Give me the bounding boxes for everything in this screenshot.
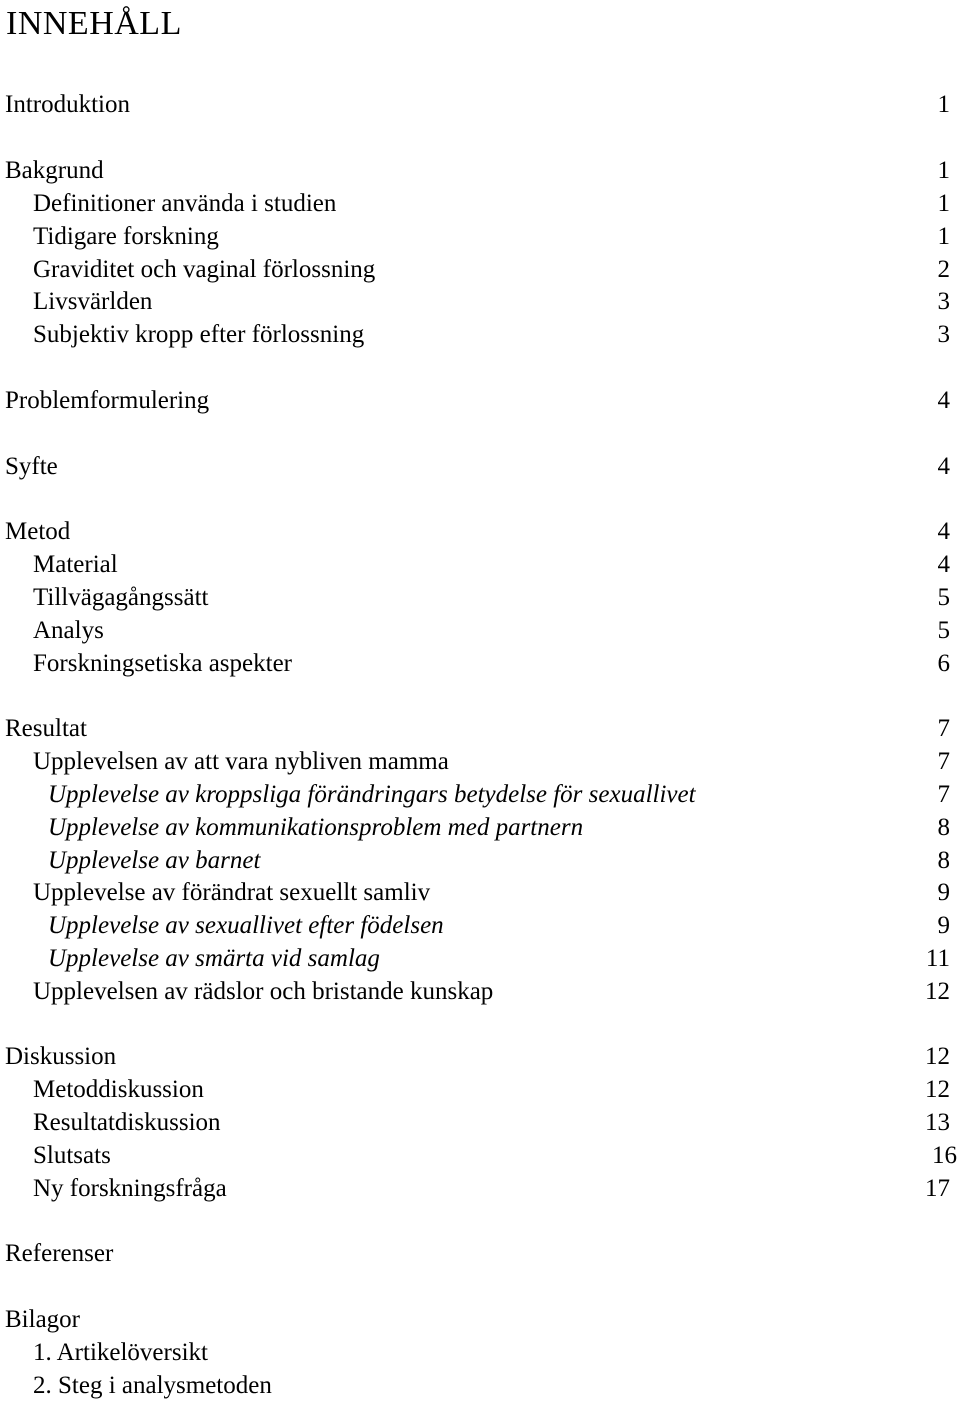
toc-entry-page: 3 [937, 321, 950, 348]
toc-entry [0, 745, 960, 778]
toc-entry-label: Ny forskningsfråga [33, 1175, 227, 1202]
toc-entry-label: Tillvägagångssätt [33, 584, 209, 611]
toc-entry-page: 3 [937, 288, 950, 315]
toc-entry [0, 548, 960, 581]
toc-entry [0, 187, 960, 220]
toc-entry [0, 450, 960, 483]
toc-entry-page: 5 [937, 584, 950, 611]
toc-entry-label: Upplevelse av kroppsliga förändringars betydelse för sexuallivet [48, 781, 696, 808]
toc-entry [0, 778, 960, 811]
toc-entry-page: 1 [937, 223, 950, 250]
toc-entry [0, 1336, 960, 1369]
toc-entry [0, 1106, 960, 1139]
toc-entry-label: Material [33, 551, 118, 578]
toc-entry-label: Upplevelsen av rädslor och bristande kunskap [33, 978, 494, 1005]
toc-entry-label: Slutsats [33, 1142, 111, 1169]
toc-entry [0, 811, 960, 844]
toc-entry-label: Upplevelsen av att vara nybliven mamma [33, 748, 449, 775]
toc-entry-label: Syfte [5, 453, 58, 480]
toc-entry-page: 12 [925, 978, 950, 1005]
toc-entry [0, 647, 960, 680]
toc-entry-label: Upplevelse av barnet [48, 847, 261, 874]
toc-entry [0, 515, 960, 548]
toc-entry-page: 7 [937, 748, 950, 775]
toc-entry [0, 285, 960, 318]
toc-entry-label: Definitioner använda i studien [33, 190, 337, 217]
toc-entry [0, 876, 960, 909]
toc-entry-page: 5 [937, 617, 950, 644]
toc-entry-label: Graviditet och vaginal förlossning [33, 256, 376, 283]
toc-entry-label: Diskussion [5, 1043, 117, 1070]
toc-entry [0, 1139, 960, 1172]
toc-entry-page: 4 [937, 387, 950, 414]
toc-entry [0, 975, 960, 1008]
toc-entry-page: 8 [937, 847, 950, 874]
toc-entry-page: 11 [925, 945, 950, 972]
toc-entry-label: Livsvärlden [33, 288, 153, 315]
toc-entry-page: 1 [937, 91, 950, 118]
toc-entry [0, 154, 960, 187]
toc-entry-label: Resultatdiskussion [33, 1109, 221, 1136]
toc-entry-label: Upplevelse av sexuallivet efter födelsen [48, 912, 444, 939]
toc-entry-page: 2 [937, 256, 950, 283]
toc-entry-label: Upplevelse av förändrat sexuellt samliv [33, 879, 431, 906]
toc-entry [0, 581, 960, 614]
toc-entry-label: Metod [5, 518, 71, 545]
toc-entry-label: Forskningsetiska aspekter [33, 650, 292, 677]
toc-entry-label: Bakgrund [5, 157, 104, 184]
toc-entry-page: 7 [937, 715, 950, 742]
toc-entry-page: 4 [937, 518, 950, 545]
toc-entry [0, 844, 960, 877]
toc-entry-page: 12 [925, 1043, 950, 1070]
toc-entry-page: 12 [925, 1076, 950, 1103]
page-title: INNEHÅLL [6, 5, 182, 42]
toc-entry-label: 2. Steg i analysmetoden [33, 1372, 272, 1399]
toc-entry [0, 942, 960, 975]
toc-entry [0, 1237, 960, 1270]
toc-entry-label: Upplevelse av smärta vid samlag [48, 945, 380, 972]
toc-entry-label: Introduktion [5, 91, 130, 118]
toc-entry-page: 7 [937, 781, 950, 808]
toc-entry-page: 1 [937, 157, 950, 184]
toc-entry [0, 318, 960, 351]
toc-entry-page: 9 [937, 879, 950, 906]
toc-entry-label: Metoddiskussion [33, 1076, 204, 1103]
toc-entry [0, 220, 960, 253]
toc-entry-page: 9 [937, 912, 950, 939]
toc-entry [0, 1040, 960, 1073]
toc-entry-page: 6 [937, 650, 950, 677]
toc-entry [0, 1073, 960, 1106]
toc-entry-page: 4 [937, 551, 950, 578]
toc-entry [0, 614, 960, 647]
toc-entry-page: 17 [925, 1175, 950, 1202]
toc-entry-label: Subjektiv kropp efter förlossning [33, 321, 365, 348]
toc-entry-page: 4 [937, 453, 950, 480]
toc-entry [0, 253, 960, 286]
toc-entry [0, 712, 960, 745]
toc-entry-page: 16 [932, 1142, 957, 1169]
toc-entry-label: Bilagor [5, 1306, 80, 1333]
toc-entry-label: 1. Artikelöversikt [33, 1339, 208, 1366]
toc-entry [0, 88, 960, 121]
toc-entry-label: Problemformulering [5, 387, 210, 414]
toc-entry-label: Referenser [5, 1240, 114, 1267]
toc-entry-label: Analys [33, 617, 104, 644]
toc-entry-label: Resultat [5, 715, 87, 742]
toc-entry [0, 909, 960, 942]
toc-entry-label: Upplevelse av kommunikationsproblem med partnern [48, 814, 584, 841]
toc-entry-label: Tidigare forskning [33, 223, 219, 250]
toc-entry [0, 384, 960, 417]
toc-entry-page: 1 [937, 190, 950, 217]
toc-entry-page: 13 [925, 1109, 950, 1136]
toc-entry [0, 1303, 960, 1336]
toc-entry [0, 1172, 960, 1205]
toc-entry [0, 1369, 960, 1402]
toc-entry-page: 8 [937, 814, 950, 841]
